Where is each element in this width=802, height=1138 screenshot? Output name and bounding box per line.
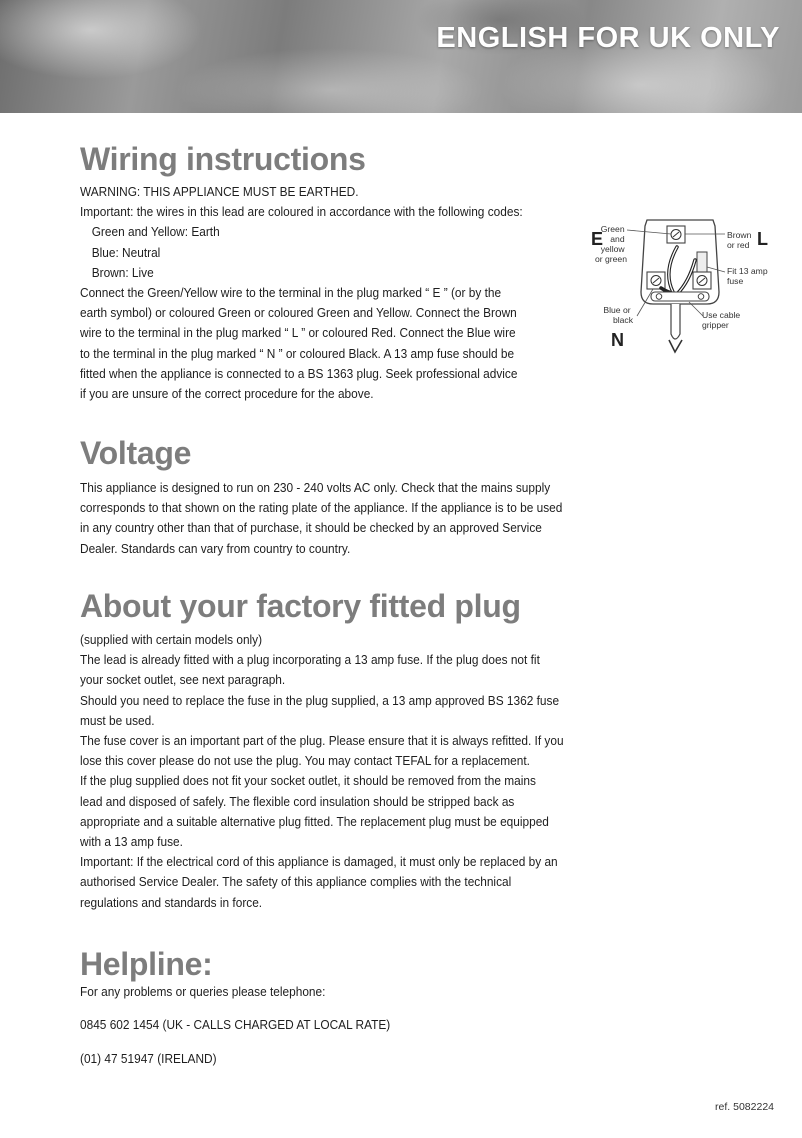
- gripper-screw-right: [698, 294, 704, 300]
- gripper-label: Use cable gripper: [702, 310, 741, 330]
- wiring-line: earth symbol) or coloured Green or coloured Green and Yellow. Connect the Brown: [80, 305, 517, 321]
- wiring-line: fitted when the appliance is connected to a BS 1363 plug. Seek professional advice: [80, 365, 518, 381]
- plug-heading: About your factory fitted plug: [80, 588, 521, 624]
- helpline-uk-wrap: [80, 1015, 425, 1035]
- blue-label: Blue or black: [603, 305, 633, 325]
- fuse-label: Fit 13 amp fuse: [727, 266, 768, 286]
- live-letter: L: [757, 229, 768, 249]
- plug-line: with a 13 amp fuse.: [80, 834, 183, 850]
- cable-end: [669, 340, 682, 352]
- voltage-line: This appliance is designed to run on 230 - 240 volts AC only. Check that the mains supply: [80, 480, 551, 495]
- voltage-line: in any country other than that of purchase, it should be checked by an approved Service: [80, 520, 542, 536]
- warning-text: WARNING: THIS APPLIANCE MUST BE EARTHED.: [80, 184, 359, 199]
- gripper-screw-left: [656, 294, 662, 300]
- wiring-line: wire to the terminal in the plug marked “ L ” or coloured Red. Connect the Blue wire: [80, 325, 516, 341]
- plug-line: authorised Service Dealer. The safety of this appliance complies with the technical: [80, 874, 512, 890]
- code-neutral: Blue: Neutral: [91, 244, 161, 260]
- plug-line: must be used.: [80, 712, 155, 728]
- earth-letter: E: [591, 229, 604, 249]
- plug-line: lose this cover please do not use the plug. You may contact TEFAL for a replacement.: [80, 753, 530, 769]
- helpline-uk-number: 0845 602 1454 (UK - CALLS CHARGED AT LOCAL RATE): [80, 1017, 391, 1032]
- helpline-ireland-wrap: [80, 1049, 232, 1069]
- plug-line: Important: If the electrical cord of this appliance is damaged, it must only be replaced by an: [80, 854, 558, 870]
- voltage-heading: Voltage: [80, 435, 192, 471]
- code-live: Brown: Live: [91, 264, 154, 280]
- voltage-section: [80, 435, 191, 472]
- voltage-body: [80, 478, 616, 559]
- plug-body: [80, 630, 617, 913]
- plug-line: Should you need to replace the fuse in the plug supplied, a 13 amp approved BS 1362 fuse: [80, 692, 560, 708]
- brown-label: Brown or red: [727, 230, 752, 250]
- plug-line: The fuse cover is an important part of the plug. Please ensure that it is always refitted. If you: [80, 733, 564, 749]
- plug-line: lead and disposed of safely. The flexible cord insulation should be stripped back as: [80, 793, 515, 809]
- plug-section: [80, 588, 521, 625]
- helpline-intro: For any problems or queries please telephone:: [80, 984, 326, 999]
- plug-line: If the plug supplied does not fit your socket outlet, it should be removed from the mains: [80, 773, 536, 789]
- voltage-line: Dealer. Standards can vary from country to country.: [80, 540, 351, 556]
- plug-wiring-diagram: [585, 212, 785, 362]
- plug-line: regulations and standards in force.: [80, 894, 263, 910]
- wiring-line: to the terminal in the plug marked “ N ” or coloured Black. A 13 amp fuse should be: [80, 345, 515, 361]
- neutral-letter: N: [611, 330, 624, 350]
- green-label: Green and yellow or green: [594, 224, 627, 264]
- helpline-ireland-number: (01) 47 51947 (IRELAND): [80, 1051, 217, 1066]
- header-banner: [0, 0, 802, 113]
- plug-line: The lead is already fitted with a plug incorporating a 13 amp fuse. If the plug does not fit: [80, 652, 540, 668]
- wiring-heading: Wiring instructions: [80, 141, 366, 177]
- voltage-line: corresponds to that shown on the rating plate of the appliance. If the appliance is to be used: [80, 500, 563, 516]
- code-earth: Green and Yellow: Earth: [91, 224, 220, 240]
- wiring-line: Connect the Green/Yellow wire to the terminal in the plug marked “ E ” (or by the: [80, 285, 502, 301]
- helpline-heading: Helpline:: [80, 946, 213, 982]
- wiring-section: [80, 141, 366, 178]
- wiring-body: [80, 182, 572, 404]
- plug-line: appropriate and a suitable alternative plug fitted. The replacement plug must be equipped: [80, 813, 549, 829]
- reference-number: ref. 5082224: [715, 1101, 774, 1113]
- cable: [671, 304, 680, 339]
- helpline-intro-wrap: [80, 982, 353, 1002]
- banner-title: ENGLISH FOR UK ONLY: [436, 22, 780, 54]
- plug-line: your socket outlet, see next paragraph.: [80, 672, 286, 688]
- plug-line: (supplied with certain models only): [80, 632, 263, 647]
- wiring-line: if you are unsure of the correct procedure for the above.: [80, 386, 374, 402]
- important-text: Important: the wires in this lead are coloured in accordance with the following codes:: [80, 204, 523, 220]
- helpline-section: [80, 946, 212, 983]
